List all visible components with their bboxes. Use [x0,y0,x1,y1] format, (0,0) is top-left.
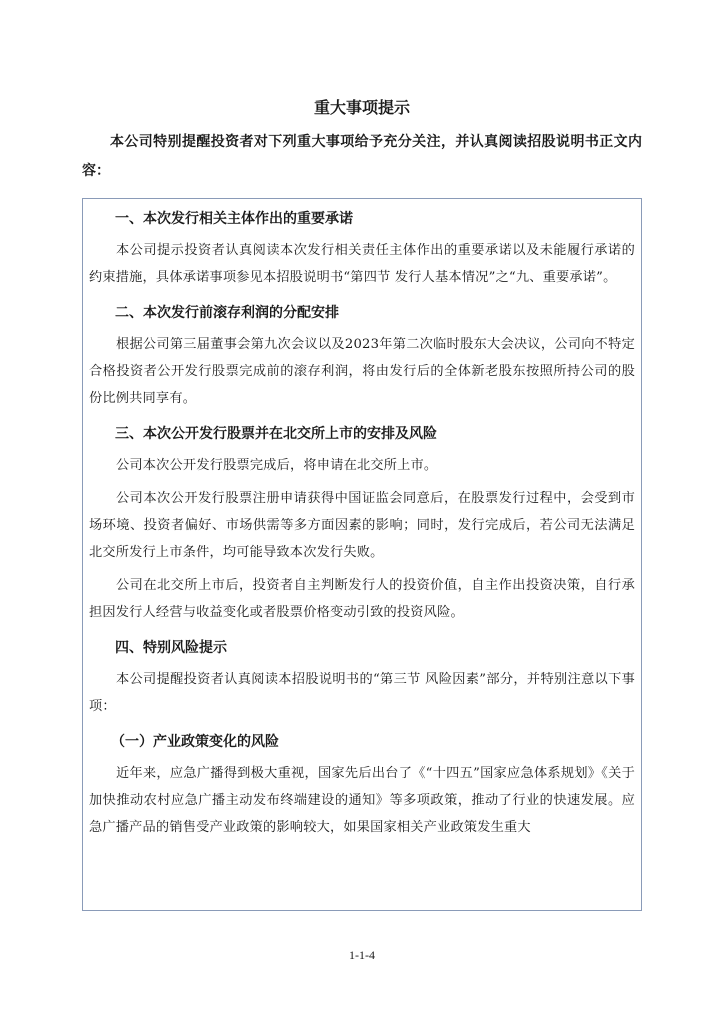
content-box-inner [83,199,641,841]
section-2-paragraph-1: 根据公司第三届董事会第九次会议以及2023年第二次临时股东大会决议，公司向不特定合格投资者公开发行股票完成前的滚存利润，将由发行后的全体新老股东按照所持公司的股份比例共同享有。 [89,337,635,406]
section-4-sub-1-paragraph-1: 近年来，应急广播得到极大重视，国家先后出台了《“十四五”国家应急体系规划》《关于加快推动农村应急广播主动发布终端建设的通知》等多项政策，推动了行业的快速发展。应急广播产品的销售受产业政策的影响较大，如果国家相关产业政策发生重大 [89,766,635,835]
section-4-paragraph-1: 本公司提醒投资者认真阅读本招股说明书的“第三节 风险因素”部分，并特别注意以下事项： [89,672,635,714]
page-title: 重大事项提示 [313,98,410,117]
content-box [82,198,642,911]
section-1-paragraph-1: 本公司提示投资者认真阅读本次发行相关责任主体作出的重要承诺以及未能履行承诺的约束措施，具体承诺事项参见本招股说明书“第四节 发行人基本情况”之“九、重要承诺”。 [89,243,635,285]
section-1-heading: 一、本次发行相关主体作出的重要承诺 [115,211,353,227]
section-3-paragraph-2: 公司本次公开发行股票注册申请获得中国证监会同意后，在股票发行过程中，会受到市场环境、投资者偏好、市场供需等多方面因素的影响；同时，发行完成后，若公司无法满足北交所发行上市条件，均可能导致本次发行失败。 [89,491,635,560]
section-3-paragraph-3: 公司在北交所上市后，投资者自主判断发行人的投资价值，自主作出投资决策，自行承担因发行人经营与收益变化或者股票价格变动引致的投资风险。 [89,578,635,620]
page-number: 1-1-4 [349,948,375,962]
intro-paragraph: 本公司特别提醒投资者对下列重大事项给予充分关注，并认真阅读招股说明书正文内容： [82,134,642,179]
section-3-heading: 三、本次公开发行股票并在北交所上市的安排及风险 [115,426,437,442]
section-4-sub-1-heading: （一）产业政策变化的风险 [111,734,279,750]
section-3-paragraph-1: 公司本次公开发行股票完成后，将申请在北交所上市。 [116,458,438,473]
section-2-heading: 二、本次发行前滚存利润的分配安排 [115,305,339,321]
section-4-heading: 四、特别风险提示 [115,640,227,656]
